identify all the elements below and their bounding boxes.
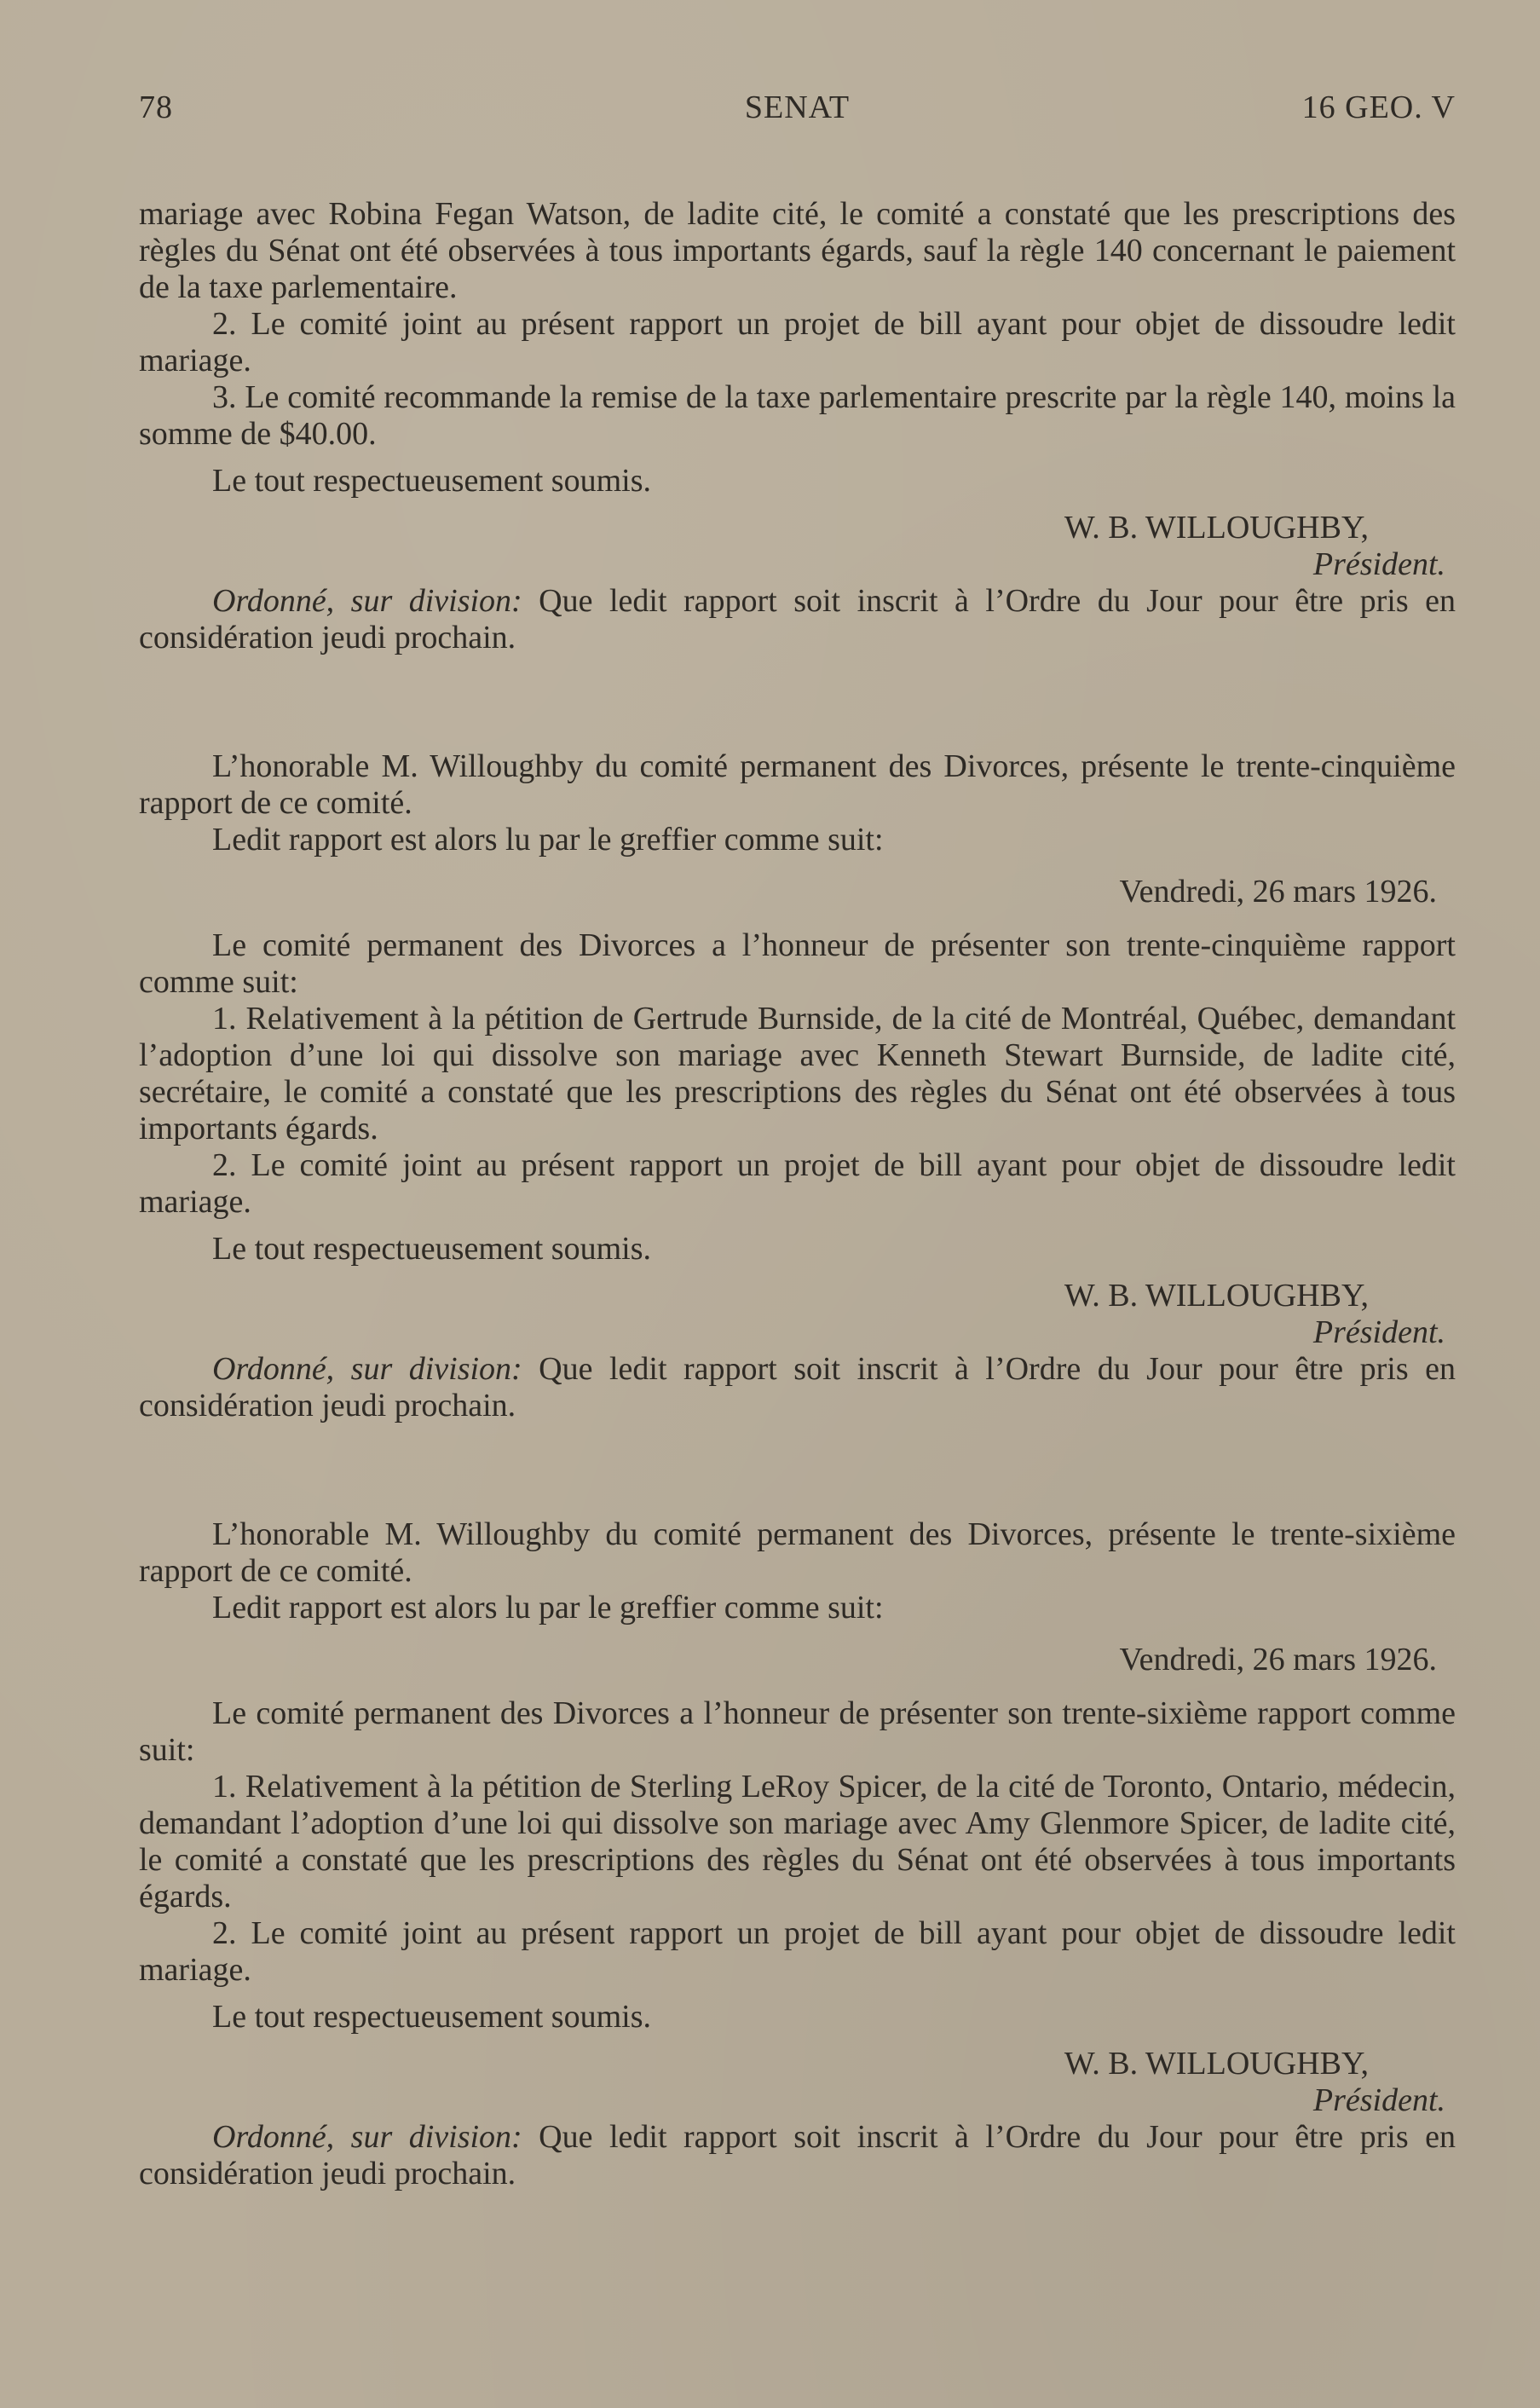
regnal-year: 16 GEO. V — [1301, 90, 1456, 125]
paragraph: 3. Le comité recommande la remise de la taxe parlementaire prescrite par la règle 140, moins la somme de $40.00. — [139, 379, 1456, 452]
closing-line: Le tout respectueusement soumis. — [212, 1231, 651, 1267]
order-paragraph — [139, 1351, 1456, 1424]
paragraph: 2. Le comité joint au présent rapport un projet de bill ayant pour objet de dissoudre ledit mariage. — [139, 1147, 1456, 1220]
order-text: Que ledit rapport soit inscrit à l’Ordre du Jour pour être pris en considération jeudi prochain. — [139, 2119, 1456, 2191]
signature-title: Président. — [1312, 1314, 1445, 1350]
signature-title: Président. — [1312, 2082, 1445, 2118]
order-label: Ordonné, sur division: — [212, 1351, 522, 1387]
running-title: SENAT — [744, 90, 851, 125]
order-label: Ordonné, sur division: — [212, 583, 522, 619]
paragraph: Le comité permanent des Divorces a l’honneur de présenter son trente-cinquième rapport comme suit: — [139, 927, 1456, 1000]
closing-line: Le tout respectueusement soumis. — [212, 1999, 651, 2035]
report-continuation — [139, 196, 1456, 656]
report-thirty-fifth — [139, 748, 1456, 1424]
intro-paragraph: L’honorable M. Willoughby du comité permanent des Divorces, présente le trente-cinquième rapport de ce comité. — [139, 748, 1456, 821]
paragraph: 2. Le comité joint au présent rapport un projet de bill ayant pour objet de dissoudre ledit mariage. — [139, 1915, 1456, 1988]
paragraph: 2. Le comité joint au présent rapport un projet de bill ayant pour objet de dissoudre ledit mariage. — [139, 306, 1456, 378]
signature: W. B. WILLOUGHBY, — [1064, 510, 1369, 546]
report-date: Vendredi, 26 mars 1926. — [1119, 874, 1437, 909]
paragraph: mariage avec Robina Fegan Watson, de ladite cité, le comité a constaté que les prescriptions des règles du Sénat ont été observées à tous importants égards, sauf la règle 140 concernant le paiement de la taxe parlementaire. — [139, 196, 1456, 305]
page-header — [139, 89, 1456, 131]
paragraph: 1. Relativement à la pétition de Gertrude Burnside, de la cité de Montréal, Québec, demandant l’adoption d’une loi qui dissolve son mariage avec Kenneth Stewart Burnside, de ladite cité, secrétaire, le comité a constaté que les prescriptions des règles du Sénat ont été observées à tous importants égards. — [139, 1001, 1456, 1146]
signature: W. B. WILLOUGHBY, — [1064, 2046, 1369, 2082]
signature-title: Président. — [1312, 546, 1445, 582]
order-paragraph — [139, 583, 1456, 656]
paragraph: 1. Relativement à la pétition de Sterling LeRoy Spicer, de la cité de Toronto, Ontario, médecin, demandant l’adoption d’une loi qui dissolve son mariage avec Amy Glenmore Spicer, de ladite cité, le comité a constaté que les prescriptions des règles du Sénat ont été observées à tous importants égards. — [139, 1769, 1456, 1914]
order-label: Ordonné, sur division: — [212, 2119, 522, 2155]
intro-paragraph: L’honorable M. Willoughby du comité permanent des Divorces, présente le trente-sixième rapport de ce comité. — [139, 1516, 1456, 1589]
order-paragraph — [139, 2119, 1456, 2192]
closing-line: Le tout respectueusement soumis. — [212, 463, 651, 499]
page-body — [139, 196, 1456, 2192]
order-text: Que ledit rapport soit inscrit à l’Ordre du Jour pour être pris en considération jeudi prochain. — [139, 1351, 1456, 1423]
page-number: 78 — [139, 90, 173, 125]
order-text: Que ledit rapport soit inscrit à l’Ordre du Jour pour être pris en considération jeudi prochain. — [139, 583, 1456, 655]
reading-line: Ledit rapport est alors lu par le greffier comme suit: — [212, 822, 884, 858]
paragraph: Le comité permanent des Divorces a l’honneur de présenter son trente-sixième rapport comme suit: — [139, 1695, 1456, 1768]
report-date: Vendredi, 26 mars 1926. — [1119, 1642, 1437, 1678]
reading-line: Ledit rapport est alors lu par le greffier comme suit: — [212, 1590, 884, 1626]
report-thirty-sixth — [139, 1516, 1456, 2192]
signature: W. B. WILLOUGHBY, — [1064, 1278, 1369, 1314]
